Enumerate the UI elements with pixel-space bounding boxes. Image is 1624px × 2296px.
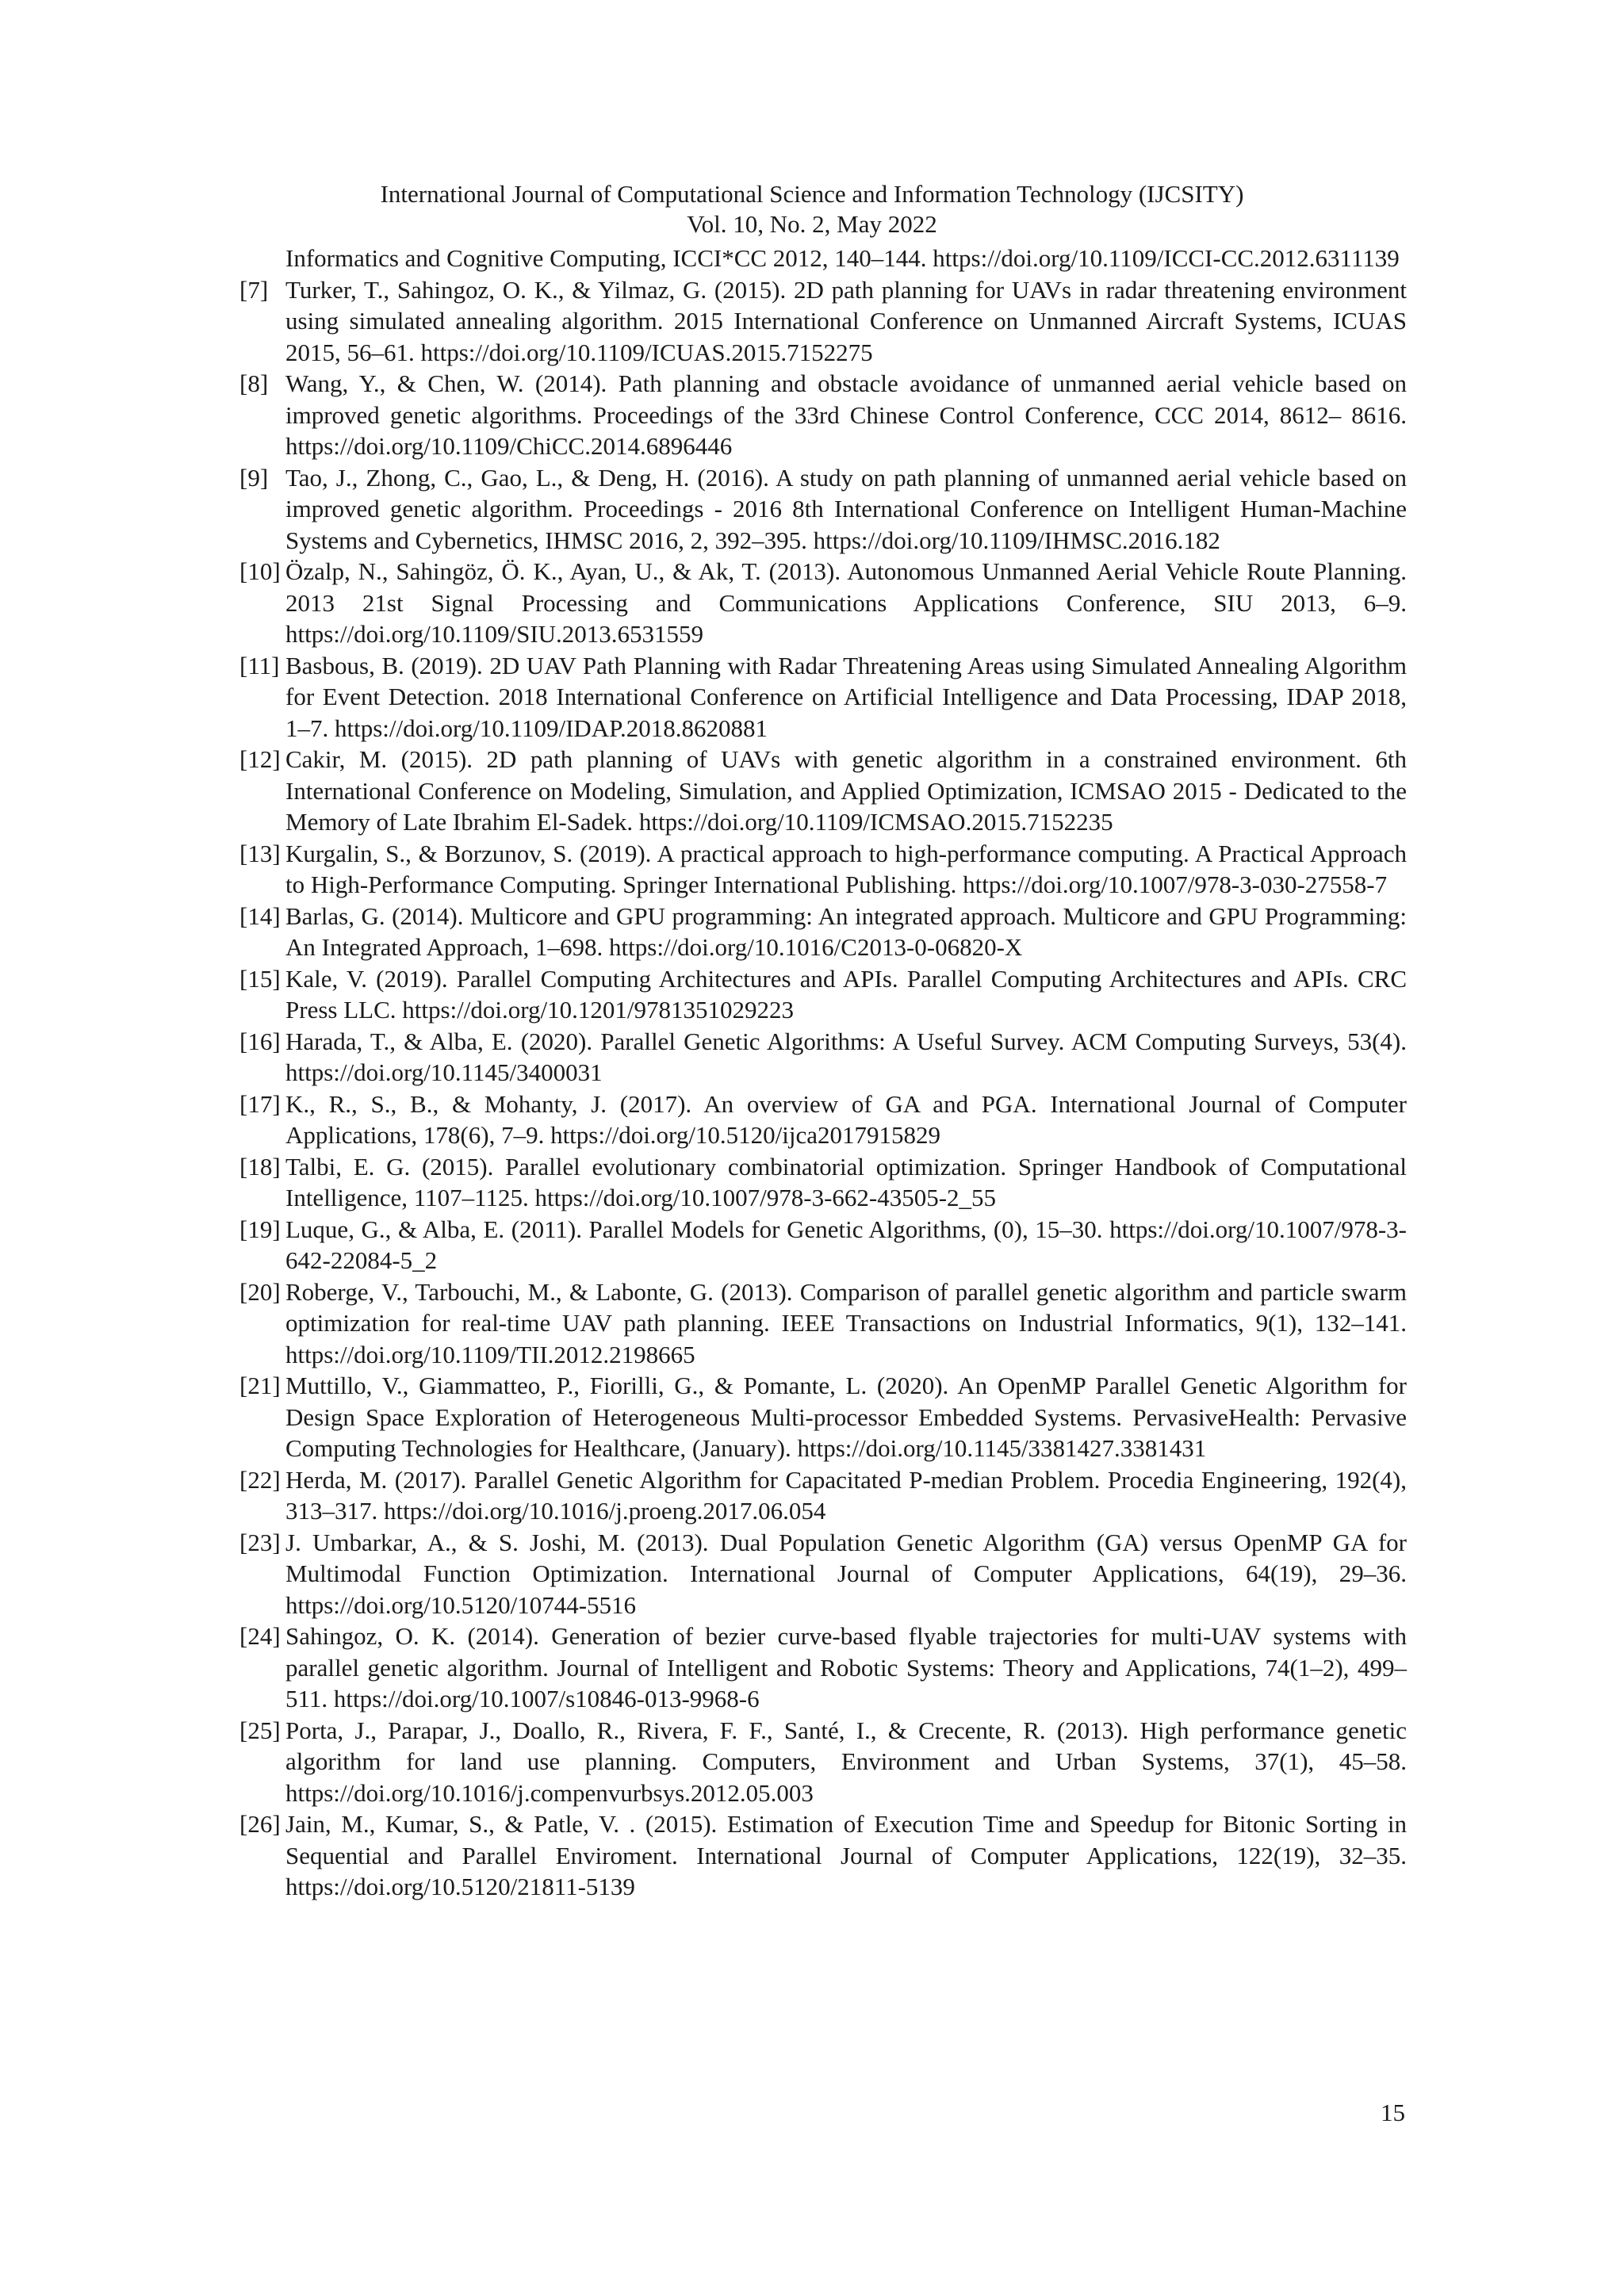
reference-text: Muttillo, V., Giammatteo, P., Fiorilli, G., & Pomante, L. (2020). An OpenMP Parallel Genetic Algorithm for Design Space Exploration of Heterogeneous Multi-processor Embedded Systems. PervasiveHealth: Pervasive Computing Technologies for Healthcare, (January). https://doi.org/10.1145/3381427.3381431: [285, 1372, 1407, 1462]
reference-number: [8]: [239, 369, 269, 397]
reference-text: K., R., S., B., & Mohanty, J. (2017). An overview of GA and PGA. International Journal of Computer Applications, 178(6), 7–9. https://doi.org/10.5120/ijca2017915829: [285, 1089, 1407, 1149]
reference-number: [24]: [239, 1622, 281, 1650]
reference-number: [23]: [239, 1528, 281, 1556]
reference-item: [239, 1527, 1407, 1621]
reference-number: [9]: [239, 463, 269, 492]
reference-text: Kale, V. (2019). Parallel Computing Architectures and APIs. Parallel Computing Architectures and APIs. CRC Press LLC. https://doi.org/10.1201/9781351029223: [285, 964, 1407, 1024]
reference-number: [10]: [239, 557, 281, 585]
reference-number: [19]: [239, 1215, 281, 1243]
journal-title: International Journal of Computational Science and Information Technology (IJCSITY): [380, 180, 1244, 208]
reference-item: [239, 1089, 1407, 1151]
reference-text: Harada, T., & Alba, E. (2020). Parallel Genetic Algorithms: A Useful Survey. ACM Computing Surveys, 53(4). https://doi.org/10.1145/3400031: [285, 1027, 1407, 1086]
reference-item: [239, 650, 1407, 744]
reference-item: [239, 1026, 1407, 1089]
reference-item: [239, 556, 1407, 650]
reference-number: [11]: [239, 651, 280, 679]
reference-item: [239, 963, 1407, 1026]
reference-text: Wang, Y., & Chen, W. (2014). Path planning and obstacle avoidance of unmanned aerial vehicle based on improved genetic algorithms. Proceedings of the 33rd Chinese Control Conference, CCC 2014, 8612– 8616. https://doi.org/10.1109/ChiCC.2014.6896446: [285, 369, 1407, 460]
reference-text: J. Umbarkar, A., & S. Joshi, M. (2013). Dual Population Genetic Algorithm (GA) versus OpenMP GA for Multimodal Function Optimization. International Journal of Computer Applications, 64(19), 29–36. https://doi.org/10.5120/10744-5516: [285, 1528, 1407, 1619]
reference-text: Cakir, M. (2015). 2D path planning of UAVs with genetic algorithm in a constrained environment. 6th International Conference on Modeling, Simulation, and Applied Optimization, ICMSAO 2015 - Dedicated to the Memory of Late Ibrahim El-Sadek. https://doi.org/10.1109/ICMSAO.2015.7152235: [285, 745, 1407, 836]
reference-number: [20]: [239, 1277, 281, 1306]
reference-item: [239, 1464, 1407, 1527]
reference-item: [239, 462, 1407, 557]
reference-item: [239, 838, 1407, 901]
reference-list: [239, 243, 1407, 1903]
reference-number: [17]: [239, 1089, 281, 1118]
reference-item: [239, 1715, 1407, 1809]
reference-text: Roberge, V., Tarbouchi, M., & Labonte, G. (2013). Comparison of parallel genetic algorithm and particle swarm optimization for real-time UAV path planning. IEEE Transactions on Industrial Informatics, 9(1), 132–141. https://doi.org/10.1109/TII.2012.2198665: [285, 1277, 1407, 1368]
reference-item: [239, 901, 1407, 963]
reference-text: Luque, G., & Alba, E. (2011). Parallel Models for Genetic Algorithms, (0), 15–30. https://doi.org/10.1007/978-3-642-22084-5_2: [285, 1215, 1407, 1274]
reference-text: Barlas, G. (2014). Multicore and GPU programming: An integrated approach. Multicore and GPU Programming: An Integrated Approach, 1–698. https://doi.org/10.1016/C2013-0-06820-X: [285, 901, 1407, 961]
reference-item: [239, 744, 1407, 838]
journal-volume: Vol. 10, No. 2, May 2022: [687, 210, 937, 238]
reference-text: Turker, T., Sahingoz, O. K., & Yilmaz, G. (2015). 2D path planning for UAVs in radar threatening environment using simulated annealing algorithm. 2015 International Conference on Unmanned Aircraft Systems, ICUAS 2015, 56–61. https://doi.org/10.1109/ICUAS.2015.7152275: [285, 275, 1407, 366]
reference-text: Basbous, B. (2019). 2D UAV Path Planning with Radar Threatening Areas using Simulated Annealing Algorithm for Event Detection. 2018 International Conference on Artificial Intelligence and Data Processing, IDAP 2018, 1–7. https://doi.org/10.1109/IDAP.2018.8620881: [285, 651, 1407, 742]
reference-item: [239, 1151, 1407, 1214]
reference-continuation: Informatics and Cognitive Computing, ICCI*CC 2012, 140–144. https://doi.org/10.1109/ICCI-CC.2012.6311139: [285, 244, 1400, 272]
reference-number: [25]: [239, 1716, 281, 1744]
reference-text: Herda, M. (2017). Parallel Genetic Algorithm for Capacitated P-median Problem. Procedia Engineering, 192(4), 313–317. https://doi.org/10.1016/j.proeng.2017.06.054: [285, 1465, 1407, 1525]
reference-item: [239, 368, 1407, 462]
reference-text: Kurgalin, S., & Borzunov, S. (2019). A practical approach to high-performance computing. A Practical Approach to High-Performance Computing. Springer International Publishing. https://doi.org/10.1007/978-3-030-27558-7: [285, 839, 1407, 898]
reference-number: [22]: [239, 1465, 281, 1494]
reference-item: [239, 1808, 1407, 1903]
reference-number: [7]: [239, 275, 269, 304]
reference-item: [239, 1621, 1407, 1715]
reference-text: Özalp, N., Sahingöz, Ö. K., Ayan, U., & Ak, T. (2013). Autonomous Unmanned Aerial Vehicle Route Planning. 2013 21st Signal Processing and Communications Applications Conference, SIU 2013, 6–9. https://doi.org/10.1109/SIU.2013.6531559: [285, 557, 1407, 648]
reference-number: [18]: [239, 1152, 281, 1181]
reference-number: [12]: [239, 745, 281, 773]
reference-number: [15]: [239, 964, 281, 993]
reference-item: [239, 1214, 1407, 1276]
reference-item: [239, 274, 1407, 369]
reference-text: Talbi, E. G. (2015). Parallel evolutionary combinatorial optimization. Springer Handbook of Computational Intelligence, 1107–1125. https://doi.org/10.1007/978-3-662-43505-2_55: [285, 1152, 1407, 1211]
running-header: [0, 179, 1624, 239]
reference-number: [21]: [239, 1372, 281, 1399]
reference-number: [13]: [239, 839, 281, 867]
reference-number: [14]: [239, 901, 281, 930]
reference-item: [239, 1370, 1407, 1464]
reference-text: Sahingoz, O. K. (2014). Generation of bezier curve-based flyable trajectories for multi-UAV systems with parallel genetic algorithm. Journal of Intelligent and Robotic Systems: Theory and Applications, 74(1–2), 499–511. https://doi.org/10.1007/s10846-013-9968-6: [285, 1622, 1407, 1712]
reference-item: [239, 1276, 1407, 1371]
reference-text: Jain, M., Kumar, S., & Patle, V. . (2015). Estimation of Execution Time and Speedup for Bitonic Sorting in Sequential and Parallel Enviroment. International Journal of Computer Applications, 122(19), 32–35. https://doi.org/10.5120/21811-5139: [285, 1810, 1407, 1900]
reference-number: [16]: [239, 1027, 281, 1055]
page-number: 15: [1381, 2099, 1405, 2126]
reference-text: Tao, J., Zhong, C., Gao, L., & Deng, H. (2016). A study on path planning of unmanned aerial vehicle based on improved genetic algorithm. Proceedings - 2016 8th International Conference on Intelligent Human-Machine Systems and Cybernetics, IHMSC 2016, 2, 392–395. https://doi.org/10.1109/IHMSC.2016.182: [285, 463, 1407, 554]
reference-number: [26]: [239, 1810, 281, 1838]
reference-text: Porta, J., Parapar, J., Doallo, R., Rivera, F. F., Santé, I., & Crecente, R. (2013). High performance genetic algorithm for land use planning. Computers, Environment and Urban Systems, 37(1), 45–58. https://doi.org/10.1016/j.compenvurbsys.2012.05.003: [285, 1716, 1407, 1807]
